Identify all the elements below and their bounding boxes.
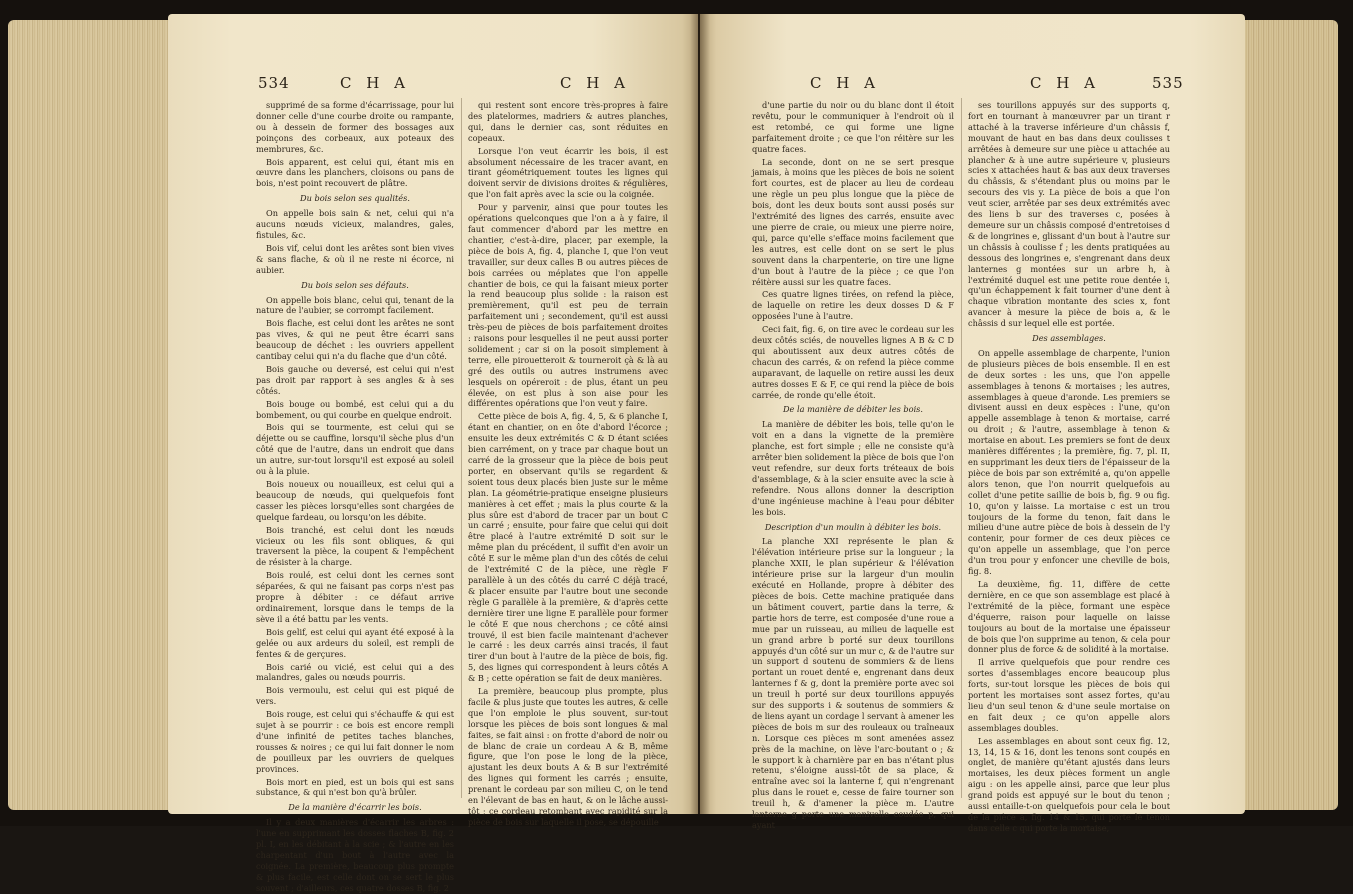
section-heading: De la manière d'écarrir les bois. [288,802,422,813]
running-head-right: C H A [1030,74,1100,92]
paragraph: Bois gelif, est celui qui ayant été exposé à la gelée ou aux ardeurs du soleil, est rempli de fentes & de gerçures. [256,626,454,659]
right-page-header [700,74,1245,94]
left-column-1 [256,100,454,893]
paragraph: Bois vif, celui dont les arêtes sont bien vives & sans flache, & où il ne reste ni écorce, ni aubier. [256,242,454,275]
paragraph: Bois vermoulu, est celui qui est piqué de vers. [256,685,454,707]
paragraph: Bois gauche ou deversé, est celui qui n'est pas droit par rapport à ses angles & à ses côtés. [256,363,454,396]
paragraph: Ceci fait, fig. 6, on tire avec le cordeau sur les deux côtés sciés, de nouvelles lignes A B & C D qui aboutissent aux deux autres côtés de chacun des carrés, & on refend la pièce comme auparavant, de laquelle on retire aussi les deux autres dosses E & F, ce qui rend la pièce de bois carrée, de ronde qu'elle étoit. [752,324,954,400]
paragraph: qui restent sont encore très-propres à faire des platelormes, madriers & autres planches, qui, dans le dernier cas, sont réduites en copeaux. [468,100,668,143]
paragraph: Bois apparent, est celui qui, étant mis en œuvre dans les planchers, cloisons ou pans de bois, n'est point recouvert de plâtre. [256,156,454,189]
paragraph: Ces quatre lignes tirées, on refend la pièce, de laquelle on retire les deux dosses D & F opposées l'une à l'autre. [752,289,954,322]
paragraph: Cette pièce de bois A, fig. 4, 5, & 6 planche I, étant en chantier, on en ôte d'abord l'écorce ; ensuite les deux extrémités C & D étant sciées bien carrément, on y trace par chaque bout un carré de la grosseur que la pièce de bois peut porter, en observant qu'ils se regardent & soient tous deux placés bien juste sur le même plan. La géométrie-pratique enseigne plusieurs manières à cet effet ; mais la plus courte & la plus sûre est d'abord de tracer par un bout C un carré ; ensuite, pour faire que celui qui doit être placé à l'autre extrémité D soit sur le même plan du précédent, il suffit d'en avoir un côté E sur le même plan d'un des côtés de celui de l'extrémité C de la pièce, une règle F parallèle à un des côtés du carré C déjà tracé, & placer ensuite par l'autre bout une seconde règle G parallèle à la première, & d'après cette dernière tirer une ligne E parallèle pour former le côté E que nous cherchons ; ce côté ainsi trouvé, il est bien facile maintenant d'achever le carré : les deux carrés ainsi tracés, il faut tirer d'un bout à l'autre de la pièce de bois, fig. 5, des lignes qui correspondent à leurs côtés A & B ; cette opération se fait de deux manières. [468,411,668,684]
page-number: 534 [258,74,290,92]
paragraph: Il y a deux manières d'écarrir les arbres : l'une en supprimant les dosses flaches B, fig. 2 pl. I, en les débitant à la scie ; & l'autre en les charpentant d'un bout à l'autre avec la coignée. La première, beaucoup plus prompte & plus facile, est celle dont on se sert le plus souvent ; d'ailleurs, ces quatre dosses B, fig. 2 [256,817,454,893]
paragraph: Bois noueux ou nouailleux, est celui qui a beaucoup de nœuds, qui quelquefois font casser les pièces lorsqu'elles sont chargées de quelque fardeau, ou lorsqu'on les débite. [256,479,454,522]
paragraph: Bois bouge ou bombé, est celui qui a du bombement, ou qui courbe en quelque endroit. [256,398,454,420]
paragraph: Bois flache, est celui dont les arêtes ne sont pas vives, & qui ne peut être écarri sans beaucoup de déchet : les ouvriers appellent cantibay celui qui n'a du flache que d'un côté. [256,318,454,362]
paragraph: La première, beaucoup plus prompte, plus facile & plus juste que toutes les autres, & celle que l'on emploie le plus souvent, sur-tout lorsque les pièces de bois sont longues & mal faites, se fait ainsi : on frotte d'abord de noir ou de blanc de craie un cordeau A & B, même figure, que l'on pose le long de la pièce, ajustant les deux bouts A & B sur l'extrémité des lignes qui forment les carrés ; ensuite, prenant le cordeau par son milieu C, on le tend en l'élevant de bas en haut, & on le lâche aussi-tôt ; ce cordeau retombant avec rapidité sur la pièce de bois sur laquelle il pose, se dépouille [468,686,668,827]
paragraph: On appelle bois blanc, celui qui, tenant de la nature de l'aubier, se corrompt facilement. [256,294,454,316]
paragraph: Bois roulé, est celui dont les cernes sont séparées, & qui ne faisant pas corps n'est pas propre à débiter : ce défaut arrive ordinairement, lorsque dans le temps de la sève il a été battu par les vents. [256,570,454,624]
running-head-left: C H A [340,74,410,92]
section-heading: Des assemblages. [1032,333,1106,344]
paragraph: Bois qui se tourmente, est celui qui se déjette ou se cauffine, lorsqu'il sèche plus d'un côté que de l'autre, dans un endroit que dans un autre, sur-tout lorsqu'il est exposé au soleil ou à la pluie. [256,422,454,477]
column-rule [961,98,962,798]
paragraph: La manière de débiter les bois, telle qu'on le voit en a dans la vignette de la première planche, est fort simple ; elle ne consiste qu'à arrêter bien solidement la pièce de bois que l'on veut refendre, sur deux forts tréteaux de bois d'assemblage, & à la scier ensuite avec la scie à refendre. Nous allons donner la description d'une ingénieuse machine à l'eau pour débiter les bois. [752,419,954,517]
left-column-2 [468,100,668,827]
paragraph: Bois mort en pied, est un bois qui est sans substance, & qui n'est bon qu'à brûler. [256,776,454,798]
paragraph: Il arrive quelquefois que pour rendre ces sortes d'assemblages encore beaucoup plus forts, sur-tout lorsque les pièces de bois qui portent les mortaises sont assez fortes, qu'au lieu d'un seul tenon & d'une seule mortaise on en fait deux ; ce qu'on appelle alors assemblages doubles. [968,657,1170,733]
paragraph: Pour y parvenir, ainsi que pour toutes les opérations quelconques que l'on a à y faire, il faut commencer d'abord par les mettre en chantier, c'est-à-dire, placer, par exemple, la pièce de bois A, fig. 4, planche I, que l'on veut travailler, sur deux calles B ou autres pièces de bois carrées ou méplates que l'on appelle chantier de bois, ce qui la faisant mieux porter la rend beaucoup plus solide : la raison est premièrement, qu'il est peu de terrain parfaitement uni ; secondement, qu'il est aussi très-peu de pièces de bois parfaitement droites : raisons pour lesquelles il ne peut aussi porter solidement ; car si on la posoit simplement à terre, elle pirouetteroit & tourneroit çà & là au gré des outils ou autres instrumens avec lesquels on opéreroit : de plus, étant un peu élevée, on est plus à son aise pour les différentes opérations que l'on veut y faire. [468,202,668,409]
left-page-header [168,74,698,94]
running-head-left: C H A [810,74,880,92]
paragraph: On appelle bois sain & net, celui qui n'a aucuns nœuds vicieux, malandres, gales, fistules, &c. [256,208,454,240]
paragraph: Bois tranché, est celui dont les nœuds vicieux ou les fils sont obliques, & qui traversent la pièce, la coupent & l'empêchent de résister à la charge. [256,524,454,568]
section-heading: De la manière de débiter les bois. [782,404,923,415]
right-page-edges [1243,20,1338,810]
right-page [700,14,1245,833]
right-column-2 [968,100,1170,833]
section-heading: Du bois selon ses défauts. [301,279,409,290]
section-heading: Du bois selon ses qualités. [300,193,410,204]
running-head-right: C H A [560,74,630,92]
right-column-1 [752,100,954,830]
page-number: 535 [1152,74,1184,92]
paragraph: La planche XXI représente le plan & l'élévation intérieure prise sur la longueur ; la planche XXII, le plan supérieur & l'élévation intérieure prise sur la largeur d'un moulin exécuté en Hollande, propre à débiter des pièces de bois. Cette machine pratiquée dans un bâtiment couvert, partie dans la terre, & partie hors de terre, est composée d'une roue a mue par un ruisseau, au milieu de laquelle est un grand arbre b porté sur deux tourillons appuyés d'un côté sur un mur c, & de l'autre sur un support d soutenu de sommiers & de liens portant un rouet denté e, engrenant dans deux lanternes f & g, dont la première porte avec soi un treuil h porté sur deux tourillons appuyés sur des supports i & soutenus de sommiers & de liens ayant un cordage l servant à amener les pièces de bois m sur des rouleaux ou traîneaux n. Lorsque ces pièces m sont amenées assez près de la machine, on lève l'arc-boutant o ; & le support k à charnière par en bas n'étant plus retenu, s'éloigne aussi-tôt de sa place, & entraîne avec soi la lanterne f, qui n'engrenant plus dans le rouet e, cesse de faire tourner son treuil h, & d'amener la pièce m. L'autre lanterne g porte une manivelle coudée p, qui ayant [752,536,954,830]
paragraph: supprimé de sa forme d'écarrissage, pour lui donner celle d'une courbe droite ou rampante, ou à dessein de former des bossages aux poinçons des corbeaux, aux poteaux des membrures, &c. [256,100,454,154]
left-page [168,14,698,893]
paragraph: La deuxième, fig. 11, diffère de cette dernière, en ce que son assemblage est placé à l'extrémité de la pièce, formant une espèce d'équerre, raison pour laquelle on laisse toujours au bout de la mortaise une épaisseur de bois que l'on supprime au tenon, & cela pour donner plus de force & de solidité à la mortaise. [968,578,1170,655]
paragraph: Bois carié ou vicié, est celui qui a des malandres, gales ou nœuds pourris. [256,661,454,683]
section-heading: Description d'un moulin à débiter les bois. [764,521,942,532]
book-gutter [690,14,710,814]
column-rule [461,98,462,798]
paragraph: Les assemblages en about sont ceux fig. 12, 13, 14, 15 & 16, dont les tenons sont coupés en onglet, de manière qu'étant ajustés dans leurs mortaises, les deux pièces forment un angle aigu : on les appelle ainsi, parce que leur plus grand poids est appuyé sur le bout du tenon ; aussi entaille-t-on quelquefois pour cela le bout de la pièce a, fig. 14 & 15, qui porte le tenon dans celle c qui porte la mortaise, [968,735,1170,833]
paragraph: Lorsque l'on veut écarrir les bois, il est absolument nécessaire de les tracer avant, en tirant géométriquement toutes les lignes qui doivent servir de divisions droites & régulières, que l'on fait après avec la scie ou la coignée. [468,145,668,200]
paragraph: d'une partie du noir ou du blanc dont il étoit revêtu, pour le communiquer à l'endroit où il est retombé, ce qui forme une ligne parfaitement droite ; ce que l'on réitère sur les quatre faces. [752,100,954,154]
paragraph: On appelle assemblage de charpente, l'union de plusieurs pièces de bois ensemble. Il en est de deux sortes : les uns, que l'on appelle assemblages à tenons & mortaises ; les autres, assemblages à queue d'aronde. Les premiers se divisent aussi en deux espèces : l'une, qu'on appelle assemblage à tenon & mortaise, carré ou droit ; & l'autre, assemblage à tenon & mortaise en about. Les premiers se font de deux manières différentes ; la première, fig. 7, pl. II, en supprimant les deux tiers de l'épaisseur de la pièce de bois par son extrémité a, qu'on appelle alors tenon, que l'on nourrit quelquefois au collet d'une petite saillie de bois b, fig. 9 ou fig. 10, qu'on y laisse. La mortaise c est un trou toujours de la forme du tenon, fait dans le milieu d'une autre pièce de bois à dessein de l'y contenir, pour former de ces deux pièces ce qu'on appelle un assemblage, que l'on perce d'un trou pour y enfoncer une cheville de bois, fig. 8. [968,347,1170,577]
paragraph: Bois rouge, est celui qui s'échauffe & qui est sujet à se pourrir : ce bois est encore rempli d'une infinité de petites taches blanches, rousses & noires ; ce qui lui fait donner le nom de pouilleux par les ouvriers de quelques provinces. [256,709,454,774]
paragraph: ses tourillons appuyés sur des supports q, fort en tournant à manœuvrer par un tirant r attaché à la traverse inférieure d'un châssis f, mouvant de haut en bas dans deux coulisses t arrêtées à demeure sur une pièce u attachée au plancher & à une autre supérieure v, plusieurs scies x attachées haut & bas aux deux traverses du châssis, & s'étendant plus ou moins par le secours des vis y. La pièce de bois a que l'on veut scier, arrêtée par ses deux extrémités avec des liens b sur des traverses c, posées à demeure sur un châssis composé d'entretoises d & de longrines e, glissant d'un bout à l'autre sur un châssis à coulisse f ; les dents pratiquées au dessous des longrines e, s'engrenant dans deux lanternes g montées sur un arbre h, à l'extrémité duquel est une petite roue dentée i, qu'un échappement k fait tourner d'une dent à chaque vibration montante des scies x, font avancer à mesure la pièce de bois a, & le châssis d sur lequel elle est portée. [968,100,1170,329]
left-page-edges [8,20,170,810]
paragraph: La seconde, dont on ne se sert presque jamais, à moins que les pièces de bois ne soient fort courtes, est de placer au lieu de cordeau une règle un peu plus longue que la pièce de bois, dont les deux bouts sont aussi posés sur l'extrémité des lignes des carrés, ensuite avec une pierre de craie, ou mieux une pierre noire, qui, parce qu'elle s'efface moins facilement que les autres, est celle dont on se sert le plus souvent dans la charpenterie, on tire une ligne d'un bout à l'autre de la pièce ; ce que l'on réitère aussi sur les quatre faces. [752,156,954,287]
